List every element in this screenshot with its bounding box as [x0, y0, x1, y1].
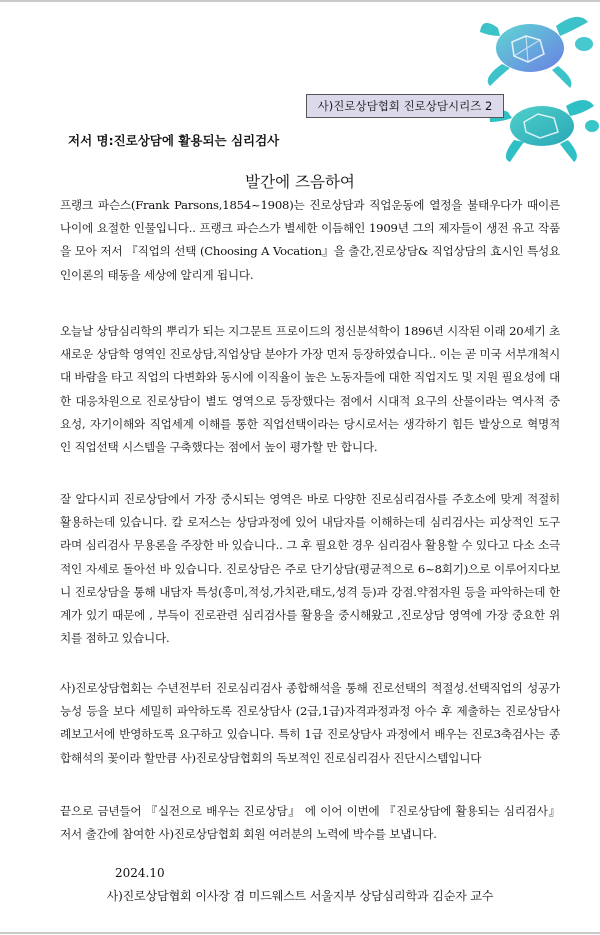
author-signature-line: 사)진로상담협회 이사장 겸 미드웨스트 서울지부 상담심리학과 김순자 교수: [106, 889, 494, 903]
preface-paragraph-5: 끝으로 금년들어 『실전으로 배우는 진로상담』 에 이어 이번에 『진로상담에 활용되는 심리검사』 저서 출간에 참여한 사)진로상담협회 회원 여러분의 노력에 박수를 보냅니다.: [60, 804, 560, 842]
preface-heading: 발간에 즈음하여: [245, 173, 355, 191]
bottom-divider: [0, 932, 600, 934]
publication-date: 2024.10: [115, 866, 165, 880]
sea-turtle-illustration: [478, 6, 600, 166]
preface-paragraph-4: 사)진로상담협회는 수년전부터 진로심리검사 종합해석을 통해 진로선택의 적절성.선택직업의 성공가능성 등을 보다 세밀히 파악하도록 진로상담사 (2급,1급)자격과정과정 아수 후 제출하는 진로상담사례보고서에 반영하도록 요구하고 있습니다. 특히 1급 진로상담사 과정에서 배우는 진로3축검사는 종합해석의 꽃이라 할만큼 사)진로상담협회의 독보적인 진로심리검사 진단시스템입니다: [60, 681, 560, 765]
turtle-lower-icon: [490, 100, 599, 162]
top-divider: [0, 0, 600, 2]
preface-paragraph-2: 오늘날 상담심리학의 뿌리가 되는 지그문트 프로이드의 정신분석학이 1896년 시작된 이래 20세기 초 새로운 상담학 영역인 진로상담,직업상담 분야가 가장 먼저 등장하였습니다.. 이는 곧 미국 서부개척시대 바람을 타고 직업의 다변화와 동시에 이직율이 높은 노동자들에 대한 직업지도 및 지원 필요성에 대한 대응차원으로 진로상담이 별도 영역으로 등장했다는 점에서 시대적 요구의 산물이라는 역사적 중요성, 자기이해와 직업세계 이해를 통한 직업선택이라는 당시로서는 생각하기 힘든 발상으로 혁명적인 직업선택 시스템을 구축했다는 점에서 높이 평가할 만 합니다.: [60, 324, 560, 455]
book-title: 저서 명:진로상담에 활용되는 심리검사: [68, 133, 280, 148]
preface-paragraph-1: 프랭크 파슨스(Frank Parsons,1854~1908)는 진로상담과 직업운동에 열정을 불태우다가 때이른 나이에 요절한 인물입니다.. 프랭크 파슨스가 별세한 이듬해인 1909년 그의 제자들이 생전 유고 작품을 모아 저서 『직업의 선택 (Choosing A Vocation』을 출간,진로상담& 직업상담의 효시인 특성요인이론의 태동을 세상에 알리게 됩니다.: [60, 198, 560, 282]
preface-paragraph-3: 잘 알다시피 진로상담에서 가장 중시되는 영역은 바로 다양한 진로심리검사를 주호소에 맞게 적절히 활용하는데 있습니다. 칼 로저스는 상담과정에 있어 내담자를 이해하는데 심리검사는 피상적인 도구라며 심리검사 무용론을 주장한 바 있습니다.. 그 후 필요한 경우 심리검사 활용할 수 있다고 다소 소극적인 자세로 돌아선 바 있습니다. 진로상담은 주로 단기상담(평균적으로 6~8회기)으로 이루어지다보니 진로상담을 통해 내담자 특성(흥미,적성,가치관,태도,성격 등)과 강점.약점자원 등을 파악하는데 한계가 있기 때문에 , 부득이 진로관련 심리검사를 활용을 중시해왔고 ,진로상담 영역에 가장 중요한 위치를 점하고 있습니다.: [60, 492, 560, 646]
series-label-box: 사)진로상담협회 진로상담시리즈 2: [306, 94, 504, 118]
turtle-upper-icon: [480, 17, 593, 88]
